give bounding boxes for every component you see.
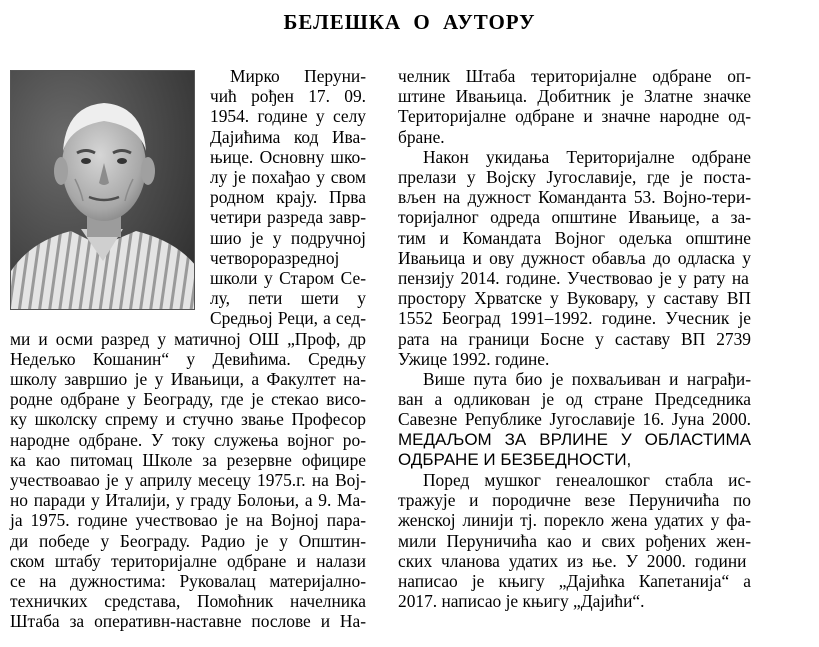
text-line: МЕДАЉОМ ЗА ВРЛИНЕ У ОБЛАСТИМА [398,429,751,449]
text-line: школи у Старом Се- [210,268,366,288]
text-line: рата на граници Босне у саставу ВП 2739 [398,328,751,349]
text-line: Више пута био је похваљиван и награђи- [423,369,751,389]
text-line: ку школску спрему и стучно звање Професор [10,409,366,430]
author-portrait-image [11,71,195,310]
text-line: Штаба за оперативн-наставне послове и На- [10,611,366,632]
text-line: пензију 2014. године. Учествовао је у рату на [398,268,749,288]
text-line: народне одбране. У току служења војног ро- [10,429,366,450]
text-line: родном крају. Прва [210,187,366,208]
text-line: лу, пети шети у [210,288,366,309]
text-line: тражује и породичне везе Перуничића по [398,490,751,511]
text-line: Поред мушког генеалошког стабла ис- [423,470,751,490]
author-photo [10,70,195,310]
text-line: њице. Основну шко- [210,146,366,167]
text-line: Територијалне одбране и значне народне од- [398,106,751,127]
text-line: Ужице 1992. године. [398,348,550,369]
text-line: Савезне Републике Југославије 16. Јуна 2000. [398,409,751,430]
text-line: тим и Командата Војног одељка општине [398,227,751,248]
text-line: шио је у подручној [210,227,366,248]
text-line: четири разреда завр- [210,207,366,228]
text-line: школу завршио је у Ивањици, а Факултет на- [10,369,366,389]
text-line: се на дужностима: Руковалац материјално- [10,571,366,591]
text-line: ка као питомац Школе за резервне официре [10,449,366,470]
text-line: ском штабу територијалне одбране и налази [10,550,366,571]
text-line: торијалног одреда општине Ивањице, а за- [398,207,751,228]
text-line: родне одбране у Београду, где је стекао висо- [10,389,366,410]
text-line: 1954. године у селу [210,106,366,127]
text-line: 1552 Београд 1991–1992. године. Учесник је [398,308,751,329]
text-line: чић рођен 17. 09. [210,86,366,107]
text-line: Мирко Перуни- [230,66,366,86]
text-line: но паради у Италији, у граду Болоњи, а 9. Ма- [10,490,366,511]
text-line: вљен на дужност Команданта 53. Војно-тери- [398,187,751,208]
text-line: учествоавао је у априлу месецу 1975.г. на Вој- [10,470,366,490]
text-line: штине Ивањица. Добитник је Златне значке [398,86,751,107]
text-line: ди победе у Београду. Радио је у Општин- [10,530,366,551]
text-line: ми и осми разред у матичној ОШ „Проф, др [10,328,366,349]
text-line: написао је књигу „Дајићка Капетанија“ а [398,571,751,591]
text-line: ских чланова удатих из ње. У 2000. години [398,550,747,571]
text-line: Након укидања Територијалне одбране [423,146,751,167]
text-line: мили Перуничића као и свих рођених жен- [398,530,751,551]
text-line: Недељко Кошанин“ у Девићима. Средњу [10,348,366,369]
text-line: ОДБРАНЕ И БЕЗБЕДНОСТИ, [398,449,632,469]
text-line: Дајићима код Ива- [210,126,366,147]
text-line: лу је похађао у свом [210,167,366,187]
text-line: четвороразредној [210,247,340,268]
text-line: Средњој Реци, а сед- [210,308,366,329]
page-title: БЕЛЕШКА О АУТОРУ [283,10,536,34]
text-line: ван а одликован је од стране Председника [398,389,751,410]
text-line: бране. [398,126,445,147]
text-line: простору Хрватске у Вуковару, у саставу ВП [398,288,751,309]
text-line: техничких средстава, Помоћник начелника [10,591,366,612]
text-line: Ивањица и ову дужност обавља до одласка у [398,247,751,268]
text-line: женској линији тј. порекло жена удатих у фа- [398,510,751,531]
text-line: 2017. написао је књигу „Дајићи“. [398,591,645,612]
text-line: челник Штаба територијалне одбране оп- [398,66,751,86]
text-line: ја 1975. године учествовао је на Војној пара- [10,510,366,531]
text-line: прелази у Војску Југославије, где је поста- [398,167,751,187]
